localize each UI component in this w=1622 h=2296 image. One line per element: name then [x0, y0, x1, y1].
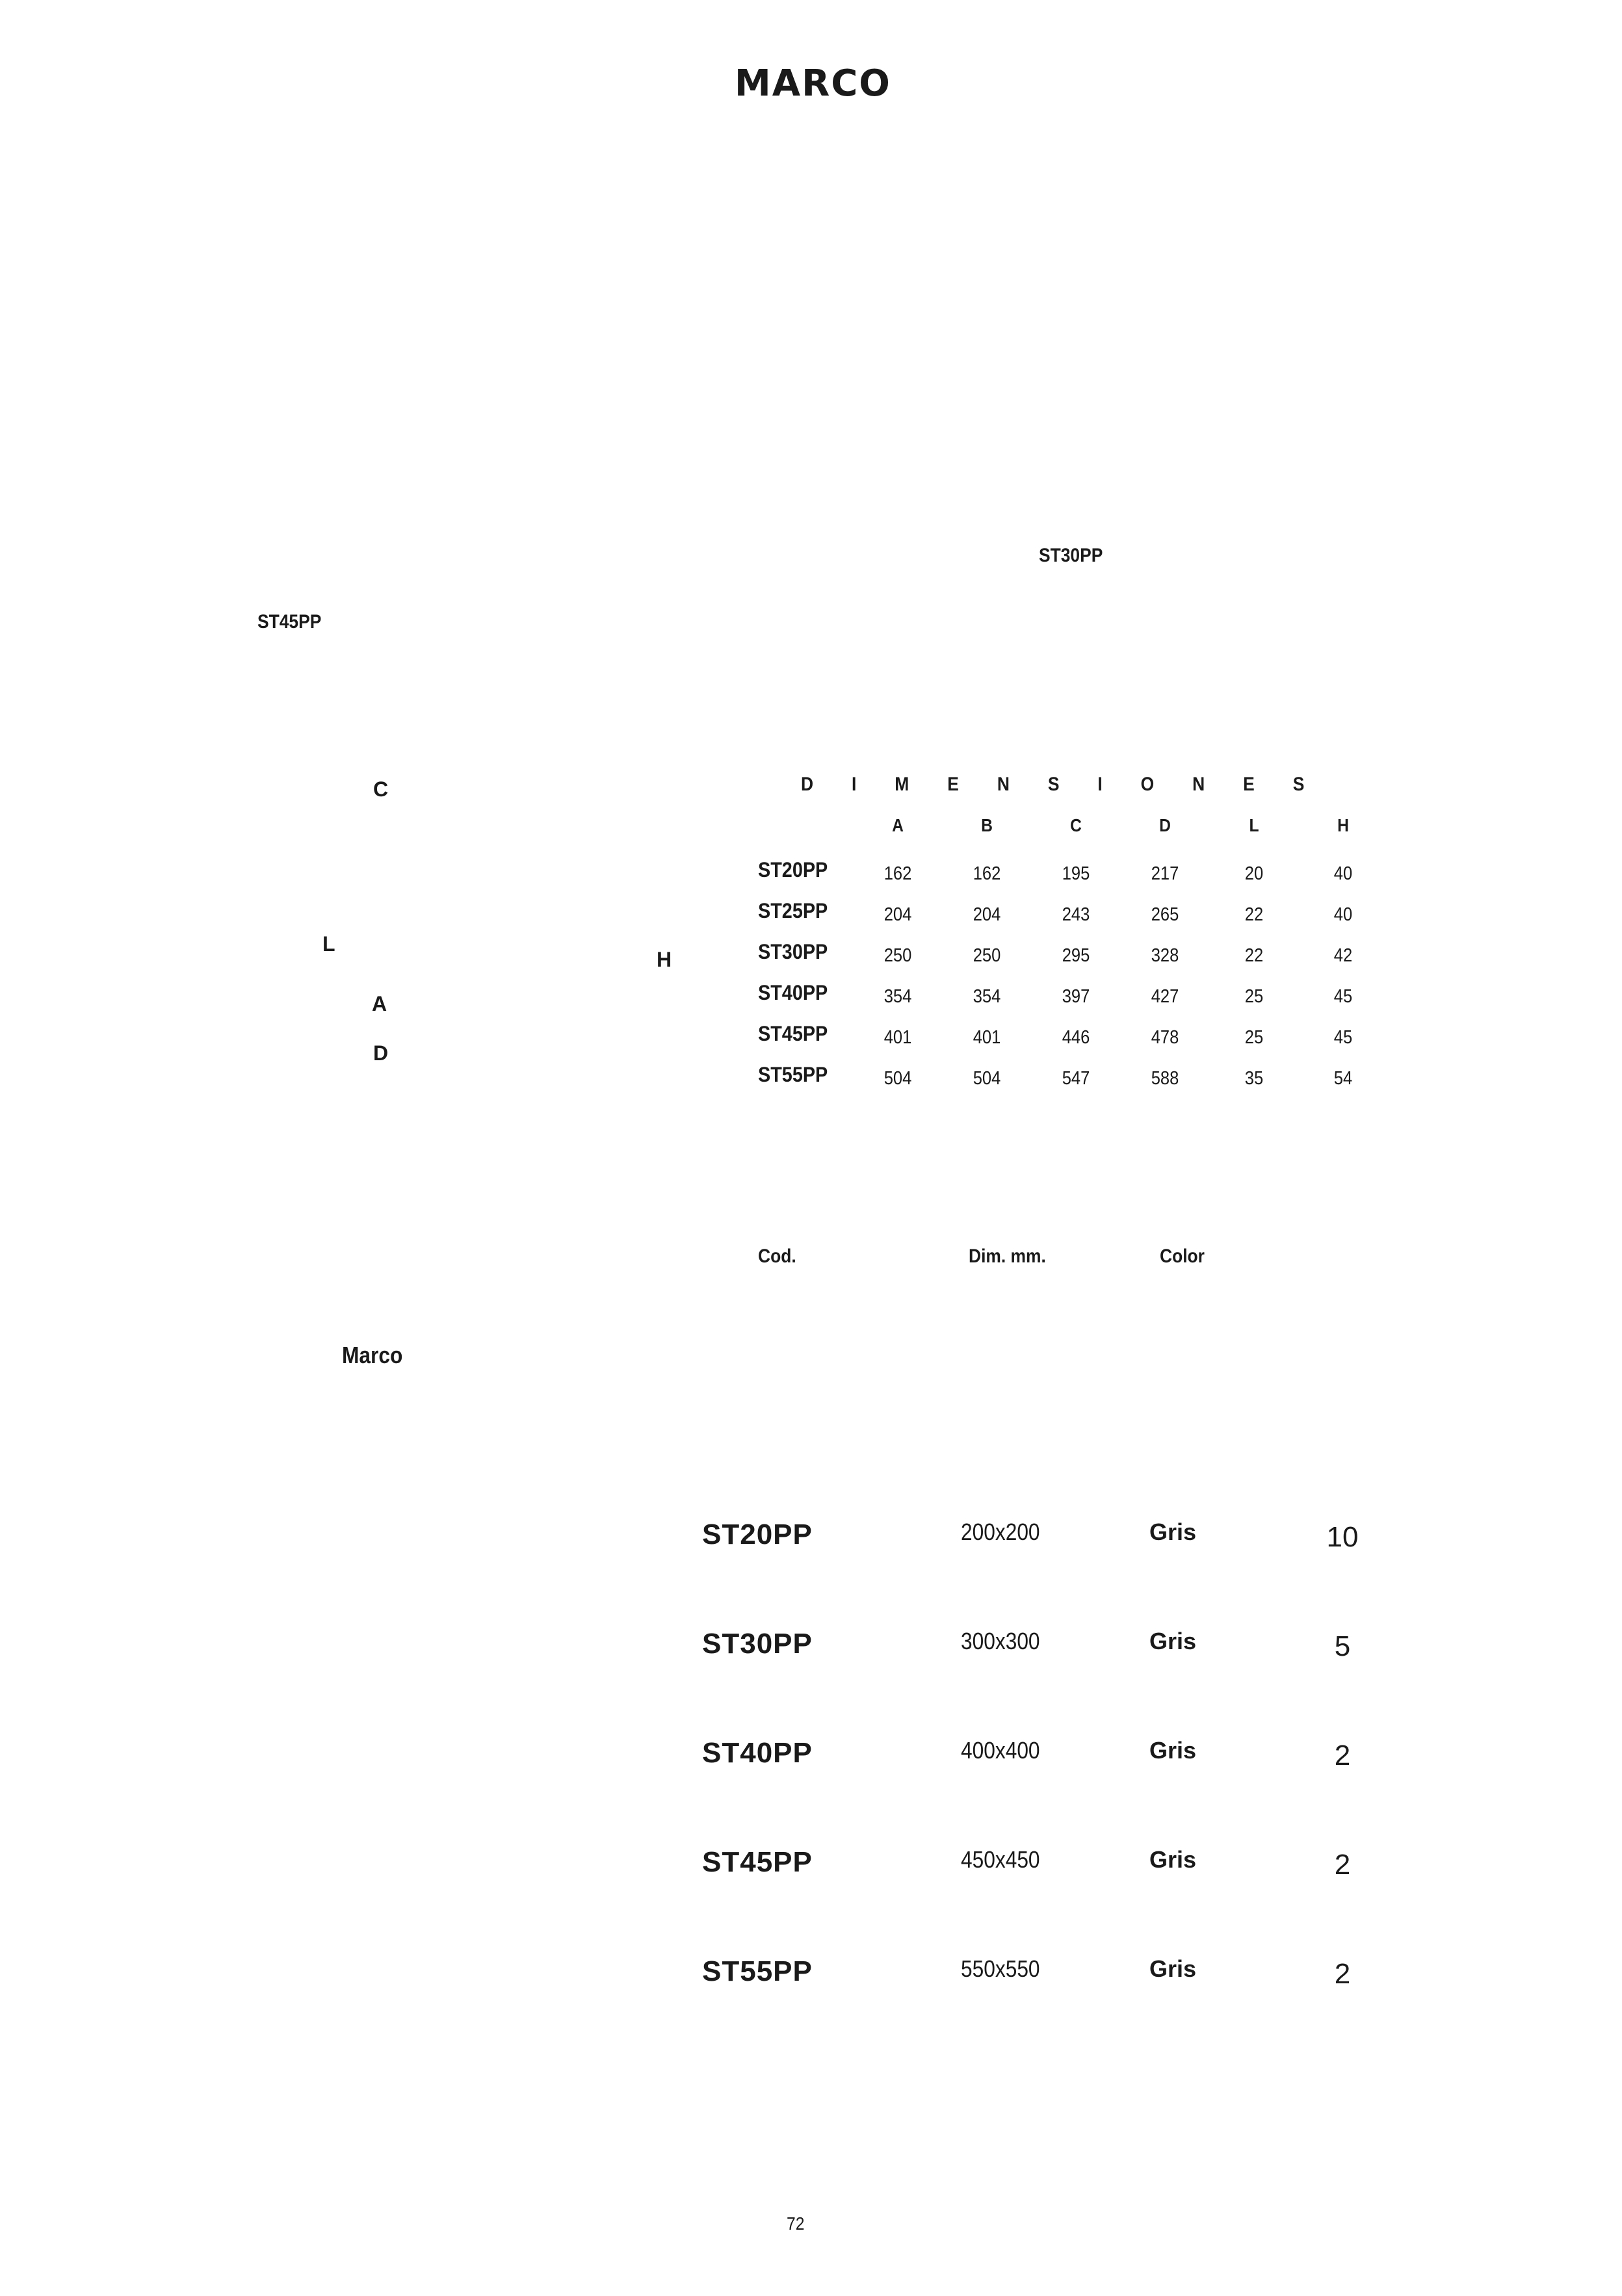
dimensions-title-letter: I: [1097, 774, 1103, 795]
dim-cell: 217: [1151, 863, 1179, 884]
diagram-label-l: L: [322, 932, 335, 956]
dim-row-code: ST30PP: [758, 940, 828, 963]
page-number: 72: [787, 2213, 805, 2234]
dim-cell: 25: [1244, 1027, 1264, 1048]
dim-cell: 250: [973, 945, 1001, 966]
product-dimensions: 200x200: [961, 1519, 1040, 1545]
photo-label-left: ST45PP: [257, 611, 322, 633]
dimensions-title-letter: M: [895, 774, 909, 795]
dim-cell: 265: [1151, 904, 1179, 925]
product-quantity: 10: [1326, 1521, 1359, 1553]
dim-cell: 54: [1333, 1068, 1353, 1089]
dim-cell: 42: [1333, 945, 1353, 966]
dim-cell: 22: [1244, 904, 1264, 925]
dim-row-code: ST55PP: [758, 1063, 828, 1086]
product-dimensions: 450x450: [961, 1846, 1040, 1873]
product-color: Gris: [1149, 1846, 1197, 1873]
dim-cell: 478: [1151, 1027, 1179, 1048]
dim-cell: 204: [883, 904, 912, 925]
dim-cell: 504: [973, 1068, 1001, 1089]
product-code: ST45PP: [702, 1846, 813, 1878]
dim-row-code: ST45PP: [758, 1022, 828, 1045]
dim-cell: 45: [1333, 1027, 1353, 1048]
dim-cell: 45: [1333, 986, 1353, 1007]
dimensions-title-letter: N: [1192, 774, 1205, 795]
dim-col-header: D: [1159, 815, 1171, 835]
dim-cell: 204: [973, 904, 1001, 925]
dim-cell: 354: [973, 986, 1001, 1007]
dim-cell: 40: [1333, 863, 1353, 884]
product-quantity: 2: [1334, 1849, 1351, 1881]
product-dimensions: 550x550: [961, 1955, 1040, 1982]
dimensions-title: [801, 774, 1304, 796]
dimensions-title-letter: S: [1047, 774, 1060, 795]
dim-row-code: ST20PP: [758, 858, 828, 881]
dim-cell: 20: [1244, 863, 1264, 884]
dim-cell: 328: [1151, 945, 1179, 966]
product-dimensions: 300x300: [961, 1628, 1040, 1654]
dimensions-title-letter: I: [852, 774, 857, 795]
dim-cell: 25: [1244, 986, 1264, 1007]
dim-row-code: ST40PP: [758, 981, 828, 1004]
product-color: Gris: [1149, 1737, 1197, 1764]
dim-cell: 243: [1062, 904, 1090, 925]
dim-cell: 250: [883, 945, 912, 966]
product-code: ST30PP: [702, 1628, 813, 1660]
product-header-color: Color: [1160, 1246, 1205, 1267]
dim-cell: 354: [883, 986, 912, 1007]
dimensions-title-letter: E: [947, 774, 959, 795]
product-color: Gris: [1149, 1628, 1197, 1654]
dim-cell: 588: [1151, 1068, 1179, 1089]
product-code: ST55PP: [702, 1955, 813, 1987]
dim-cell: 401: [883, 1027, 912, 1048]
dimensions-title-letter: S: [1292, 774, 1305, 795]
diagram-label-h: H: [657, 948, 672, 971]
diagram-label-a: A: [372, 992, 387, 1015]
product-header-code: Cod.: [758, 1246, 796, 1267]
dim-cell: 446: [1062, 1027, 1090, 1048]
product-code: ST20PP: [702, 1519, 813, 1550]
dim-cell: 162: [973, 863, 1001, 884]
dim-cell: 40: [1333, 904, 1353, 925]
diagram-label-c: C: [373, 777, 389, 801]
dim-cell: 295: [1062, 945, 1090, 966]
photo-label-right: ST30PP: [1039, 545, 1103, 566]
dim-cell: 195: [1062, 863, 1090, 884]
dim-col-header: B: [981, 815, 993, 835]
dim-cell: 35: [1244, 1068, 1264, 1089]
diagram-label-d: D: [373, 1041, 389, 1065]
dim-cell: 504: [883, 1068, 912, 1089]
product-color: Gris: [1149, 1519, 1197, 1545]
product-code: ST40PP: [702, 1737, 813, 1769]
dimensions-title-letter: N: [997, 774, 1010, 795]
dimensions-title-letter: O: [1140, 774, 1155, 795]
product-dimensions: 400x400: [961, 1737, 1040, 1764]
dim-cell: 22: [1244, 945, 1264, 966]
dim-cell: 547: [1062, 1068, 1090, 1089]
page-title: MARCO: [735, 62, 891, 105]
product-quantity: 5: [1334, 1630, 1351, 1662]
product-quantity: 2: [1334, 1958, 1351, 1990]
dim-row-code: ST25PP: [758, 899, 828, 922]
dim-cell: 401: [973, 1027, 1001, 1048]
dim-col-header: L: [1249, 815, 1259, 835]
product-color: Gris: [1149, 1955, 1197, 1982]
dim-cell: 397: [1062, 986, 1090, 1007]
product-header-dim: Dim. mm.: [969, 1246, 1046, 1267]
section-label: Marco: [342, 1342, 403, 1368]
product-quantity: 2: [1334, 1740, 1351, 1771]
dim-col-header: H: [1337, 815, 1349, 835]
dimensions-title-letter: D: [801, 774, 814, 795]
dimensions-title-letter: E: [1243, 774, 1255, 795]
dim-col-header: A: [892, 815, 904, 835]
dim-col-header: C: [1070, 815, 1082, 835]
dim-cell: 162: [883, 863, 912, 884]
dim-cell: 427: [1151, 986, 1179, 1007]
